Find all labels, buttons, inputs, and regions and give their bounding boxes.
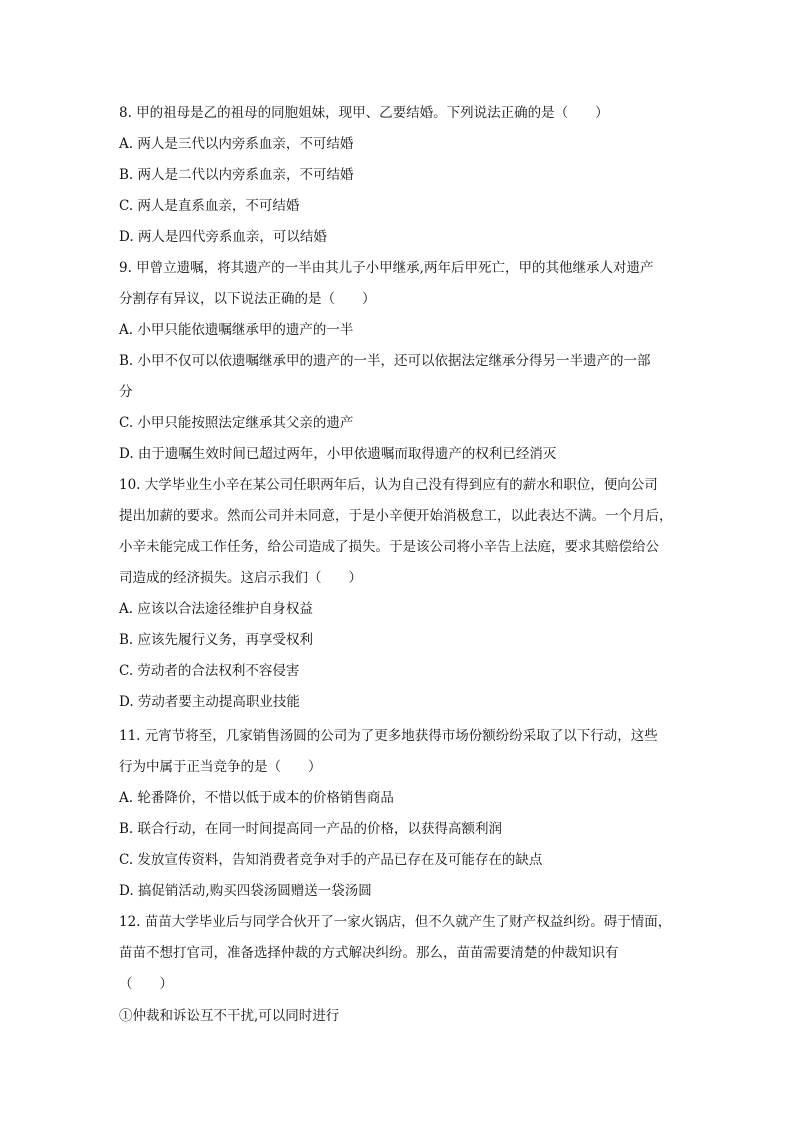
question-9-option-a: A. 小甲只能依遗嘱继承甲的遗产的一半	[119, 322, 354, 338]
question-8-option-b: B. 两人是二代以内旁系血亲，不可结婚	[119, 167, 354, 183]
question-11-option-a: A. 轮番降价，不惜以低于成本的价格销售商品	[119, 790, 394, 806]
question-8-stem: 8. 甲的祖母是乙的祖母的同胞姐妹，现甲、乙要结婚。下列说法正确的是（ ）	[119, 105, 609, 121]
question-9-option-b-line-2: 分	[119, 384, 133, 400]
question-10-stem-line-2: 提出加薪的要求。然而公司并未同意，于是小辛便开始消极怠工，以此表达不满。一个月后，	[119, 508, 673, 524]
question-11-stem-line-1: 11. 元宵节将至，几家销售汤圆的公司为了更多地获得市场份额纷纷采取了以下行动，这些	[119, 728, 658, 744]
question-8-option-a: A. 两人是三代以内旁系血亲，不可结婚	[119, 136, 354, 152]
question-9-option-b-line-1: B. 小甲不仅可以依遗嘱继承甲的遗产的一半，还可以依据法定继承分得另一半遗产的一部	[119, 353, 651, 369]
question-9-stem-line-1: 9. 甲曾立遗嘱，将其遗产的一半由其儿子小甲继承,两年后甲死亡，甲的其他继承人对遗产	[119, 260, 654, 276]
question-12-answer-blank: （ ）	[119, 976, 173, 992]
question-10-stem-line-4: 司造成的经济损失。这启示我们（ ）	[119, 570, 362, 586]
question-8-option-c: C. 两人是直系血亲，不可结婚	[119, 198, 300, 214]
question-10-stem-line-3: 小辛未能完成工作任务，给公司造成了损失。于是该公司将小辛告上法庭，要求其赔偿给公	[119, 539, 659, 555]
question-10-option-c: C. 劳动者的合法权利不容侵害	[119, 663, 300, 679]
question-11-stem-line-2: 行为中属于正当竞争的是（ ）	[119, 759, 322, 775]
question-8-option-d: D. 两人是四代旁系血亲，可以结婚	[119, 229, 327, 245]
question-9-stem-line-2: 分割存有异议，以下说法正确的是（ ）	[119, 291, 376, 307]
question-10-option-a: A. 应该以合法途径维护自身权益	[119, 601, 313, 617]
question-11-option-c: C. 发放宣传资料，告知消费者竞争对手的产品已存在及可能存在的缺点	[119, 852, 543, 868]
question-9-option-d: D. 由于遗嘱生效时间已超过两年，小甲依遗嘱而取得遗产的权利已经消灭	[119, 446, 557, 462]
question-12-stem-line-1: 12. 苗苗大学毕业后与同学合伙开了一家火锅店，但不久就产生了财产权益纠纷。碍于情面，	[119, 914, 672, 930]
question-12-item-1: ①仲裁和诉讼互不干扰,可以同时进行	[119, 1008, 340, 1024]
question-10-option-d: D. 劳动者要主动提高职业技能	[119, 694, 300, 710]
question-10-stem-line-1: 10. 大学毕业生小辛在某公司任职两年后，认为自己没有得到应有的薪水和职位，便向公司	[119, 477, 658, 493]
question-11-option-d: D. 搞促销活动,购买四袋汤圆赠送一袋汤圆	[119, 883, 372, 899]
question-9-option-c: C. 小甲只能按照法定继承其父亲的遗产	[119, 415, 354, 431]
question-11-option-b: B. 联合行动，在同一时间提高同一产品的价格，以获得高额利润	[119, 821, 503, 837]
question-12-stem-line-2: 苗苗不想打官司，准备选择仲裁的方式解决纠纷。那么，苗苗需要清楚的仲裁知识有	[119, 945, 619, 961]
question-10-option-b: B. 应该先履行义务，再享受权利	[119, 632, 314, 648]
